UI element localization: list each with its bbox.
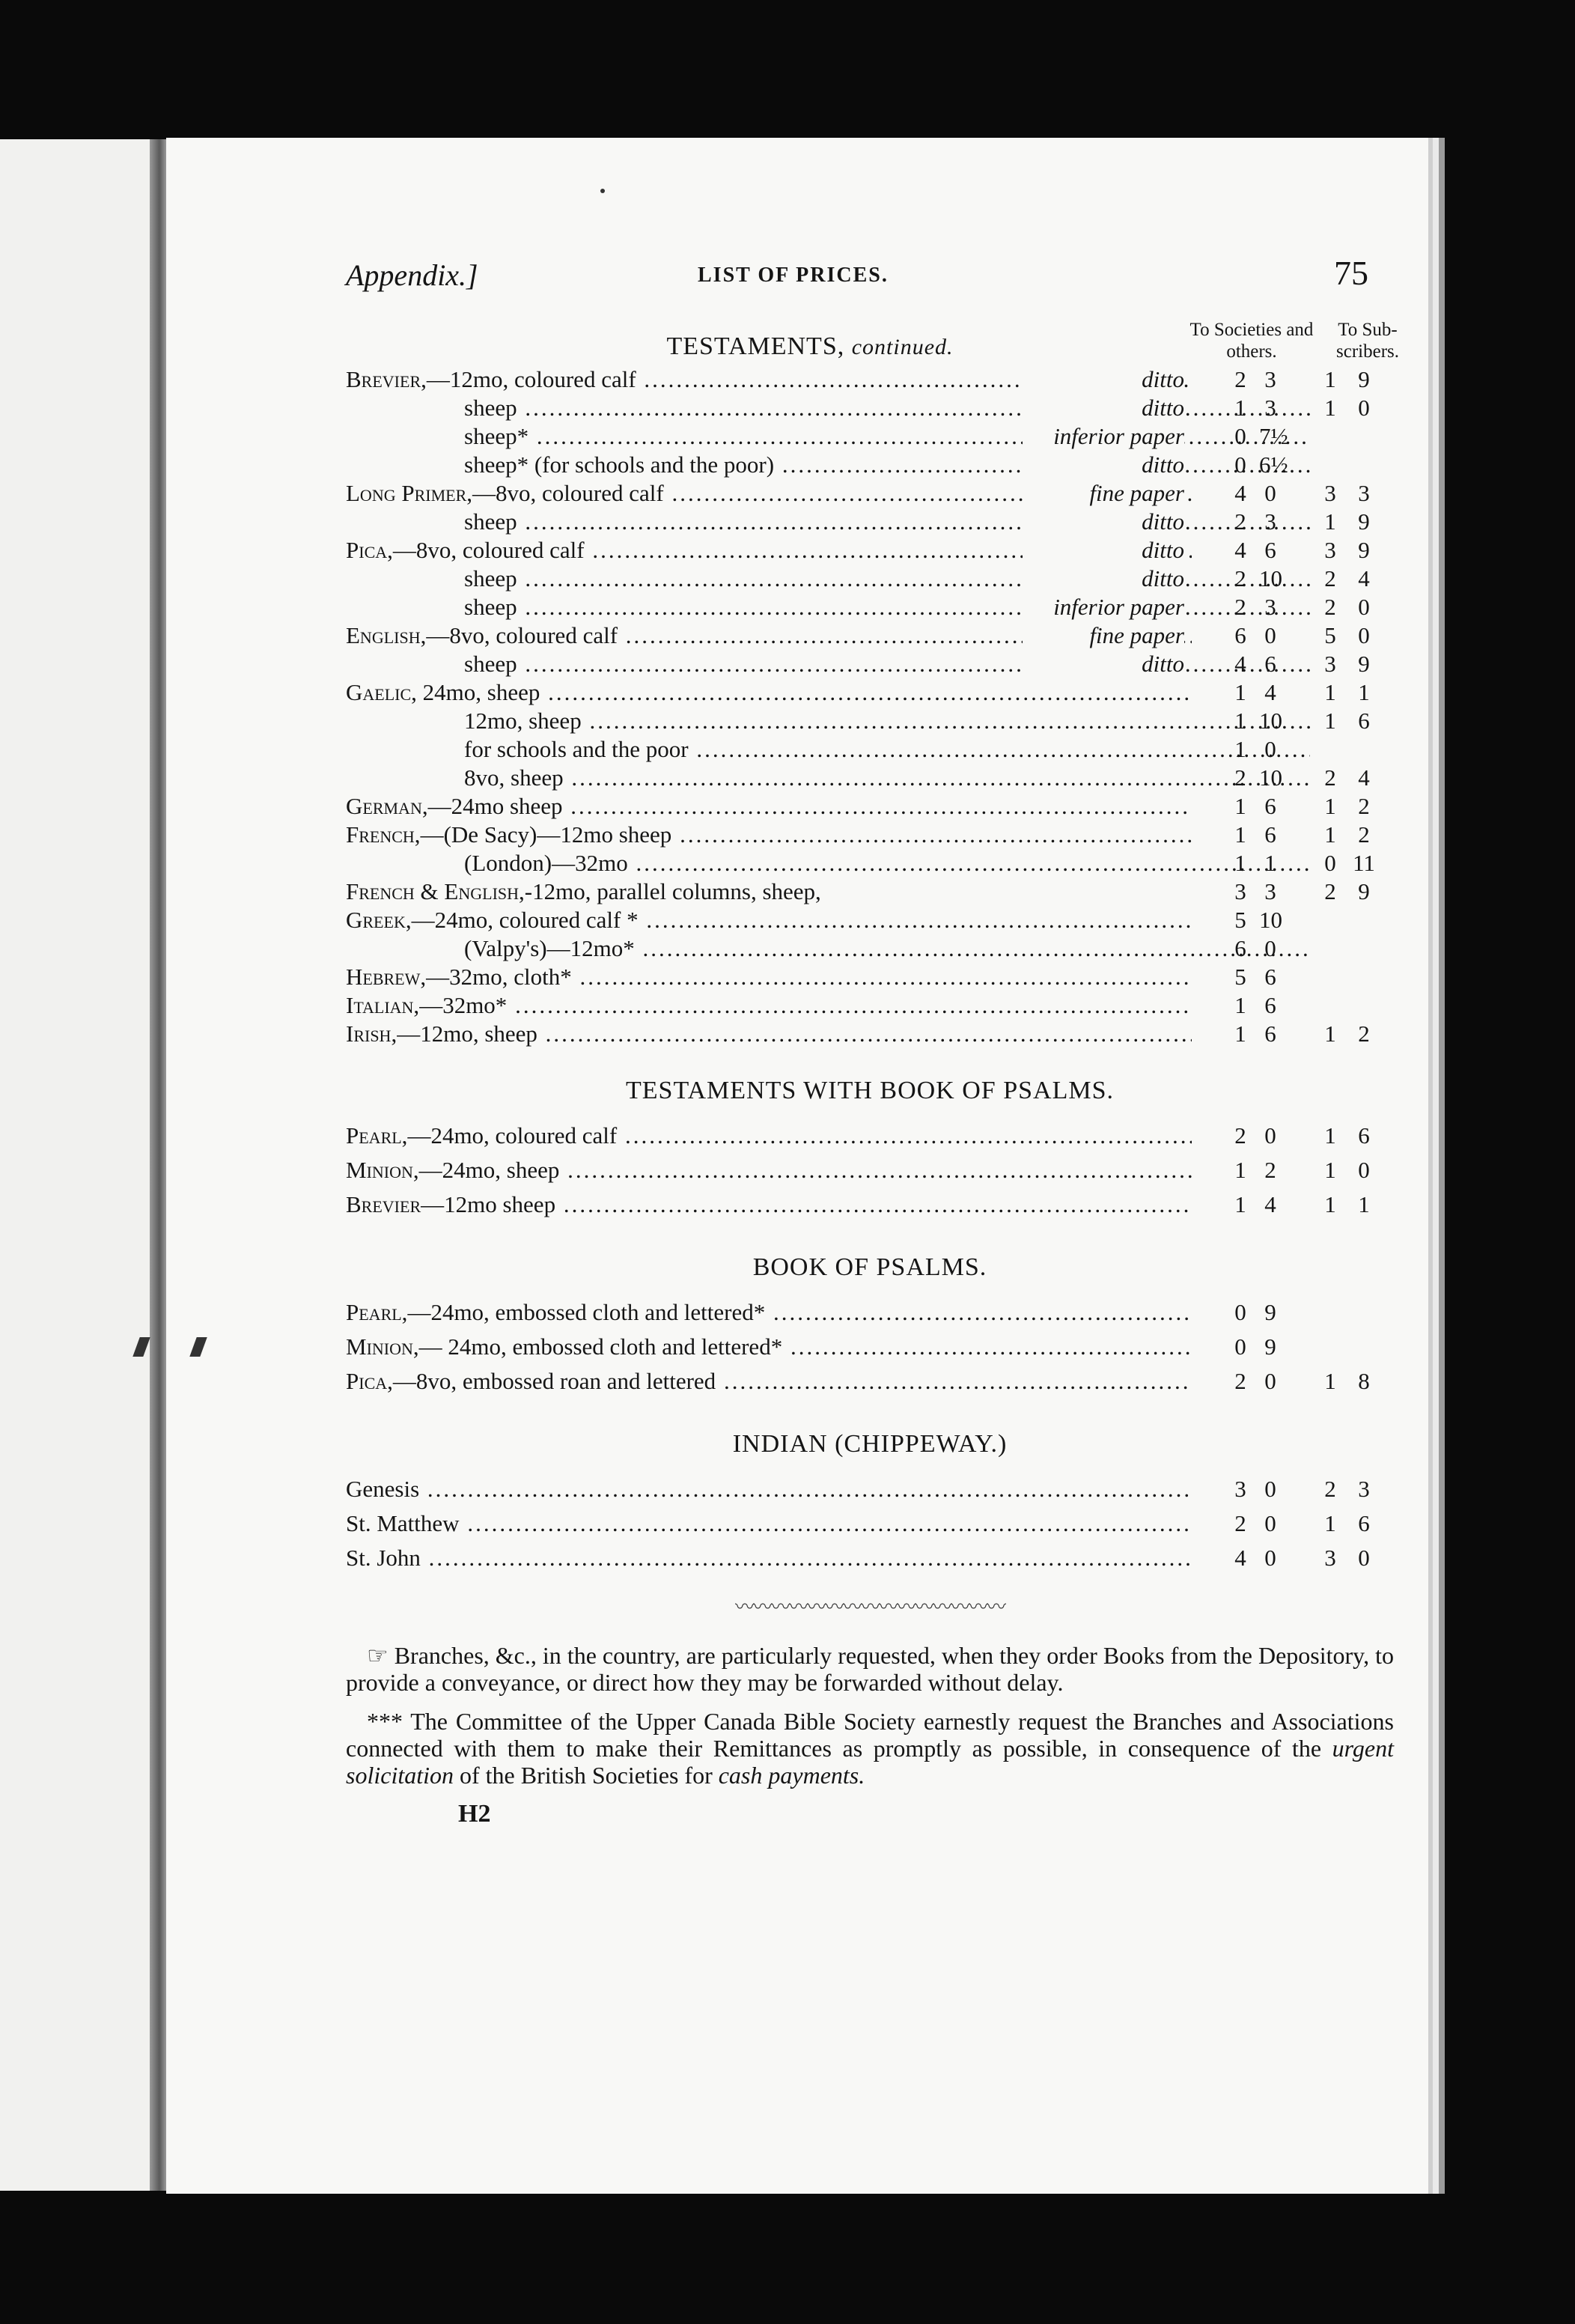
price-societies-pence: 6½	[1259, 451, 1288, 478]
price-row	[346, 906, 1394, 934]
item-description: —24mo, coloured calf *	[411, 907, 639, 933]
price-societies-shillings: 5	[1234, 964, 1246, 990]
price-societies-pence: 0	[1264, 1476, 1276, 1502]
price-societies-pence: 1	[1264, 850, 1276, 876]
price-row	[346, 593, 1394, 621]
price-societies-pence: 10	[1259, 764, 1282, 791]
price-societies-pence: 7½	[1259, 423, 1288, 449]
section-title: INDIAN (CHIPPEWAY.)	[732, 1430, 1008, 1458]
price-subscribers-shillings: 1	[1324, 1191, 1336, 1217]
price-row	[346, 678, 1394, 707]
price-societies-pence: 0	[1264, 480, 1276, 506]
price-row	[346, 1333, 1394, 1367]
price-list	[346, 332, 1394, 1578]
price-societies-shillings: 5	[1234, 907, 1246, 933]
price-societies-pence: 3	[1264, 395, 1276, 421]
item-edition: ditto	[1023, 451, 1184, 479]
item-edition: ditto	[1023, 650, 1184, 678]
price-societies-pence: 6	[1264, 1020, 1276, 1047]
item-description: 12mo, sheep	[464, 708, 582, 734]
price-societies-shillings: 0	[1234, 423, 1246, 449]
item-name: Minion,	[346, 1157, 419, 1183]
price-societies-pence: 10	[1259, 907, 1282, 933]
item-edition: ditto	[1023, 565, 1184, 593]
price-row	[346, 451, 1394, 479]
price-subscribers-shillings: 1	[1324, 821, 1336, 848]
item-description: 24mo, sheep	[416, 679, 540, 705]
item-description: sheep	[464, 508, 517, 535]
price-row	[346, 1475, 1394, 1509]
price-subscribers-shillings: 1	[1324, 1020, 1336, 1047]
price-societies-shillings: 0	[1234, 451, 1246, 478]
price-societies-pence: 0	[1264, 1545, 1276, 1571]
item-description: sheep*	[464, 423, 529, 449]
price-societies-pence: 2	[1264, 1157, 1276, 1183]
item-description: —24mo, sheep	[418, 1157, 560, 1183]
item-description: —8vo, coloured calf	[472, 480, 664, 506]
price-societies-pence: 0	[1264, 1510, 1276, 1536]
item-edition: ditto	[1023, 365, 1184, 394]
price-societies-shillings: 2	[1234, 565, 1246, 591]
price-row	[346, 877, 1394, 906]
item-label	[346, 1544, 1192, 1572]
price-row	[346, 963, 1394, 991]
item-label	[346, 991, 1192, 1020]
page-content	[346, 254, 1399, 1828]
price-societies-shillings: 0	[1234, 1333, 1246, 1360]
price-subscribers-pence: 4	[1358, 565, 1370, 591]
item-label	[346, 934, 1310, 963]
item-description: Genesis	[346, 1476, 420, 1502]
price-subscribers-pence: 3	[1358, 480, 1370, 506]
item-label	[346, 792, 1192, 821]
price-row	[346, 621, 1394, 650]
running-header	[346, 254, 1394, 317]
book-page	[166, 138, 1428, 2194]
price-subscribers-pence: 1	[1358, 679, 1370, 705]
item-description: sheep	[464, 651, 517, 677]
price-societies-shillings: 6	[1234, 622, 1246, 648]
price-subscribers-shillings: 2	[1324, 1476, 1336, 1502]
note-committee: *** The Committee of the Upper Canada Bible Society earnestly request the Branches and Associations connected with them to make their Remittances as promptly as possible, in consequence of the urgent solicitation of the British Societies for cash payments.	[346, 1708, 1395, 1789]
price-societies-shillings: 2	[1234, 764, 1246, 791]
price-societies-pence: 10	[1259, 708, 1282, 734]
price-societies-shillings: 1	[1234, 1020, 1246, 1047]
price-subscribers-pence: 9	[1358, 366, 1370, 392]
price-row	[346, 735, 1394, 764]
price-societies-shillings: 2	[1234, 366, 1246, 392]
price-row	[346, 764, 1394, 792]
item-description: —8vo, coloured calf	[392, 537, 585, 563]
item-edition: inferior paper	[1023, 422, 1184, 451]
price-societies-pence: 9	[1264, 1299, 1276, 1325]
price-societies-pence: 6	[1264, 537, 1276, 563]
price-societies-pence: 6	[1264, 651, 1276, 677]
price-subscribers-shillings: 1	[1324, 366, 1336, 392]
price-row	[346, 1020, 1394, 1048]
price-subscribers-shillings: 2	[1324, 878, 1336, 904]
item-edition: fine paper	[1023, 479, 1184, 508]
price-row	[346, 1367, 1394, 1402]
item-label	[346, 1122, 1192, 1150]
section-title: TESTAMENTS, continued.	[666, 332, 954, 360]
item-name: English,	[346, 622, 427, 648]
price-subscribers-pence: 9	[1358, 878, 1370, 904]
item-name: Hebrew,	[346, 964, 427, 990]
price-row	[346, 991, 1394, 1020]
price-row	[346, 1509, 1394, 1544]
price-societies-shillings: 6	[1234, 935, 1246, 961]
item-label	[346, 1509, 1192, 1538]
price-row	[346, 536, 1394, 565]
column-header-subscribers: To Sub- scribers.	[1336, 320, 1399, 362]
item-label	[346, 821, 1192, 849]
price-row	[346, 479, 1394, 508]
item-description: — 24mo, embossed cloth and lettered*	[418, 1333, 783, 1360]
item-description: sheep* (for schools and the poor)	[464, 451, 775, 478]
item-label	[346, 764, 1310, 792]
item-name: Long Primer,	[346, 480, 473, 506]
item-description: —12mo, coloured calf	[426, 366, 636, 392]
price-societies-pence: 3	[1264, 508, 1276, 535]
price-subscribers-pence: 11	[1353, 850, 1375, 876]
item-edition: ditto	[1023, 536, 1184, 565]
price-subscribers-shillings: 3	[1324, 651, 1336, 677]
price-row	[346, 508, 1394, 536]
signature-mark: H2	[458, 1800, 491, 1828]
price-subscribers-shillings: 2	[1324, 764, 1336, 791]
price-societies-pence: 6	[1264, 821, 1276, 848]
price-subscribers-pence: 0	[1358, 395, 1370, 421]
price-societies-pence: 3	[1264, 366, 1276, 392]
item-label	[346, 877, 1020, 906]
item-name: French & English,	[346, 878, 525, 904]
item-label	[346, 735, 1310, 764]
price-societies-shillings: 1	[1234, 395, 1246, 421]
price-societies-shillings: 1	[1234, 850, 1246, 876]
price-societies-pence: 0	[1264, 935, 1276, 961]
item-label	[346, 1020, 1192, 1048]
price-row	[346, 1156, 1394, 1190]
price-subscribers-pence: 0	[1358, 1157, 1370, 1183]
price-societies-pence: 0	[1264, 1122, 1276, 1149]
price-subscribers-shillings: 1	[1324, 395, 1336, 421]
price-societies-pence: 6	[1264, 992, 1276, 1018]
price-row	[346, 792, 1394, 821]
item-label	[346, 678, 1192, 707]
section-title: BOOK OF PSALMS.	[752, 1253, 987, 1281]
price-subscribers-shillings: 3	[1324, 537, 1336, 563]
price-societies-shillings: 3	[1234, 878, 1246, 904]
price-row	[346, 1298, 1394, 1333]
ornamental-rule: 〰〰〰〰〰〰〰〰〰〰〰〰〰〰〰	[734, 1596, 1005, 1618]
price-row	[346, 1190, 1394, 1225]
price-subscribers-shillings: 5	[1324, 622, 1336, 648]
item-description: St. Matthew	[346, 1510, 460, 1536]
item-name: French,	[346, 821, 421, 848]
price-societies-shillings: 2	[1234, 1122, 1246, 1149]
price-subscribers-pence: 9	[1358, 537, 1370, 563]
price-subscribers-shillings: 1	[1324, 1157, 1336, 1183]
paper-speck	[600, 189, 605, 193]
price-societies-shillings: 2	[1234, 1368, 1246, 1394]
price-subscribers-shillings: 0	[1324, 850, 1336, 876]
item-description: —24mo, embossed cloth and lettered*	[407, 1299, 766, 1325]
item-name: Pica,	[346, 1368, 393, 1394]
item-description: (London)—32mo	[464, 850, 628, 876]
price-subscribers-shillings: 1	[1324, 1122, 1336, 1149]
price-societies-shillings: 2	[1234, 508, 1246, 535]
item-edition: fine paper	[1023, 621, 1184, 650]
item-description: sheep	[464, 395, 517, 421]
price-subscribers-pence: 3	[1358, 1476, 1370, 1502]
price-row	[346, 821, 1394, 849]
price-societies-shillings: 1	[1234, 736, 1246, 762]
price-societies-pence: 6	[1264, 964, 1276, 990]
item-description: —(De Sacy)—12mo sheep	[420, 821, 672, 848]
price-subscribers-pence: 2	[1358, 793, 1370, 819]
price-subscribers-shillings: 1	[1324, 708, 1336, 734]
price-societies-shillings: 4	[1234, 537, 1246, 563]
price-row	[346, 565, 1394, 593]
price-subscribers-pence: 6	[1358, 1122, 1370, 1149]
price-row	[346, 394, 1394, 422]
item-description: for schools and the poor	[464, 736, 689, 762]
price-subscribers-shillings: 1	[1324, 1510, 1336, 1536]
note-branches: ☞ Branches, &c., in the country, are particularly requested, when they order Books from the Depository, to provide a conveyance, or direct how they may be forwarded without delay.	[346, 1642, 1394, 1696]
item-description: —24mo sheep	[427, 793, 563, 819]
item-name: Irish,	[346, 1020, 397, 1047]
price-row	[346, 422, 1394, 451]
item-name: German,	[346, 793, 428, 819]
item-label	[346, 707, 1310, 735]
item-name: Gaelic,	[346, 679, 417, 705]
price-subscribers-shillings: 1	[1324, 1368, 1336, 1394]
price-subscribers-pence: 6	[1358, 1510, 1370, 1536]
price-societies-shillings: 4	[1234, 480, 1246, 506]
item-name: Pearl,	[346, 1299, 408, 1325]
price-societies-shillings: 1	[1234, 1191, 1246, 1217]
price-row	[346, 849, 1394, 877]
column-header-societies: To Societies and others.	[1189, 320, 1314, 362]
price-societies-pence: 3	[1264, 878, 1276, 904]
price-societies-pence: 4	[1264, 1191, 1276, 1217]
item-description: —12mo sheep	[421, 1191, 556, 1217]
item-description: —8vo, embossed roan and lettered	[392, 1368, 716, 1394]
item-description: —32mo*	[419, 992, 508, 1018]
price-subscribers-shillings: 1	[1324, 679, 1336, 705]
item-label	[346, 906, 1192, 934]
price-subscribers-pence: 2	[1358, 821, 1370, 848]
item-edition: ditto	[1023, 394, 1184, 422]
item-edition: ditto	[1023, 508, 1184, 536]
item-label	[346, 1475, 1192, 1503]
price-subscribers-shillings: 3	[1324, 480, 1336, 506]
price-societies-shillings: 1	[1234, 793, 1246, 819]
price-societies-shillings: 4	[1234, 1545, 1246, 1571]
price-societies-pence: 0	[1264, 736, 1276, 762]
item-label	[346, 849, 1310, 877]
price-societies-pence: 0	[1264, 1368, 1276, 1394]
price-subscribers-pence: 9	[1358, 508, 1370, 535]
price-subscribers-shillings: 1	[1324, 793, 1336, 819]
price-societies-shillings: 1	[1234, 708, 1246, 734]
price-subscribers-pence: 0	[1358, 1545, 1370, 1571]
price-row	[346, 707, 1394, 735]
item-name: Pearl,	[346, 1122, 408, 1149]
price-societies-pence: 0	[1264, 622, 1276, 648]
page-number: 75	[1334, 254, 1368, 292]
price-subscribers-pence: 0	[1358, 622, 1370, 648]
price-subscribers-shillings: 2	[1324, 594, 1336, 620]
price-row	[346, 365, 1394, 394]
item-name: Italian,	[346, 992, 420, 1018]
price-societies-shillings: 1	[1234, 1157, 1246, 1183]
price-societies-pence: 3	[1264, 594, 1276, 620]
item-description: -12mo, parallel columns, sheep,	[524, 878, 821, 904]
item-description: —24mo, coloured calf	[407, 1122, 618, 1149]
price-societies-pence: 10	[1259, 565, 1282, 591]
price-societies-shillings: 2	[1234, 594, 1246, 620]
item-description: sheep	[464, 594, 517, 620]
item-name: Pica,	[346, 537, 393, 563]
price-societies-shillings: 1	[1234, 821, 1246, 848]
item-edition: inferior paper	[1023, 593, 1184, 621]
price-societies-pence: 6	[1264, 793, 1276, 819]
item-label	[346, 1190, 1192, 1219]
price-societies-shillings: 3	[1234, 1476, 1246, 1502]
item-label	[346, 963, 1192, 991]
price-subscribers-pence: 8	[1358, 1368, 1370, 1394]
item-name: Minion,	[346, 1333, 419, 1360]
price-societies-shillings: 4	[1234, 651, 1246, 677]
price-societies-shillings: 1	[1234, 679, 1246, 705]
item-name: Greek,	[346, 907, 412, 933]
facing-page	[0, 139, 157, 2191]
item-label	[346, 1298, 1192, 1327]
price-subscribers-pence: 0	[1358, 594, 1370, 620]
price-societies-shillings: 0	[1234, 1299, 1246, 1325]
price-row	[346, 1544, 1394, 1578]
item-description: —12mo, sheep	[397, 1020, 537, 1047]
item-description: —8vo, coloured calf	[426, 622, 618, 648]
price-societies-pence: 9	[1264, 1333, 1276, 1360]
running-title: LIST OF PRICES.	[698, 264, 889, 287]
item-description: sheep	[464, 565, 517, 591]
item-description: (Valpy's)—12mo*	[464, 935, 635, 961]
price-societies-pence: 4	[1264, 679, 1276, 705]
item-description: —32mo, cloth*	[426, 964, 572, 990]
price-subscribers-pence: 2	[1358, 1020, 1370, 1047]
price-societies-shillings: 2	[1234, 1510, 1246, 1536]
item-description: St. John	[346, 1545, 421, 1571]
item-description: 8vo, sheep	[464, 764, 564, 791]
item-name: Brevier,	[346, 366, 427, 392]
margin-mark	[189, 1337, 207, 1357]
section-title: TESTAMENTS WITH BOOK OF PSALMS.	[626, 1077, 1114, 1104]
item-label	[346, 1333, 1192, 1361]
price-subscribers-pence: 4	[1358, 764, 1370, 791]
price-subscribers-pence: 1	[1358, 1191, 1370, 1217]
price-row	[346, 650, 1394, 678]
price-societies-shillings: 1	[1234, 992, 1246, 1018]
running-section: Appendix.]	[346, 258, 478, 292]
price-subscribers-shillings: 3	[1324, 1545, 1336, 1571]
item-label	[346, 1367, 1192, 1396]
price-row	[346, 934, 1394, 963]
price-subscribers-pence: 6	[1358, 708, 1370, 734]
price-subscribers-shillings: 1	[1324, 508, 1336, 535]
price-subscribers-shillings: 2	[1324, 565, 1336, 591]
notes	[346, 1642, 1394, 1828]
price-subscribers-pence: 9	[1358, 651, 1370, 677]
item-label	[346, 1156, 1192, 1184]
price-row	[346, 1122, 1394, 1156]
item-name: Brevier	[346, 1191, 421, 1217]
